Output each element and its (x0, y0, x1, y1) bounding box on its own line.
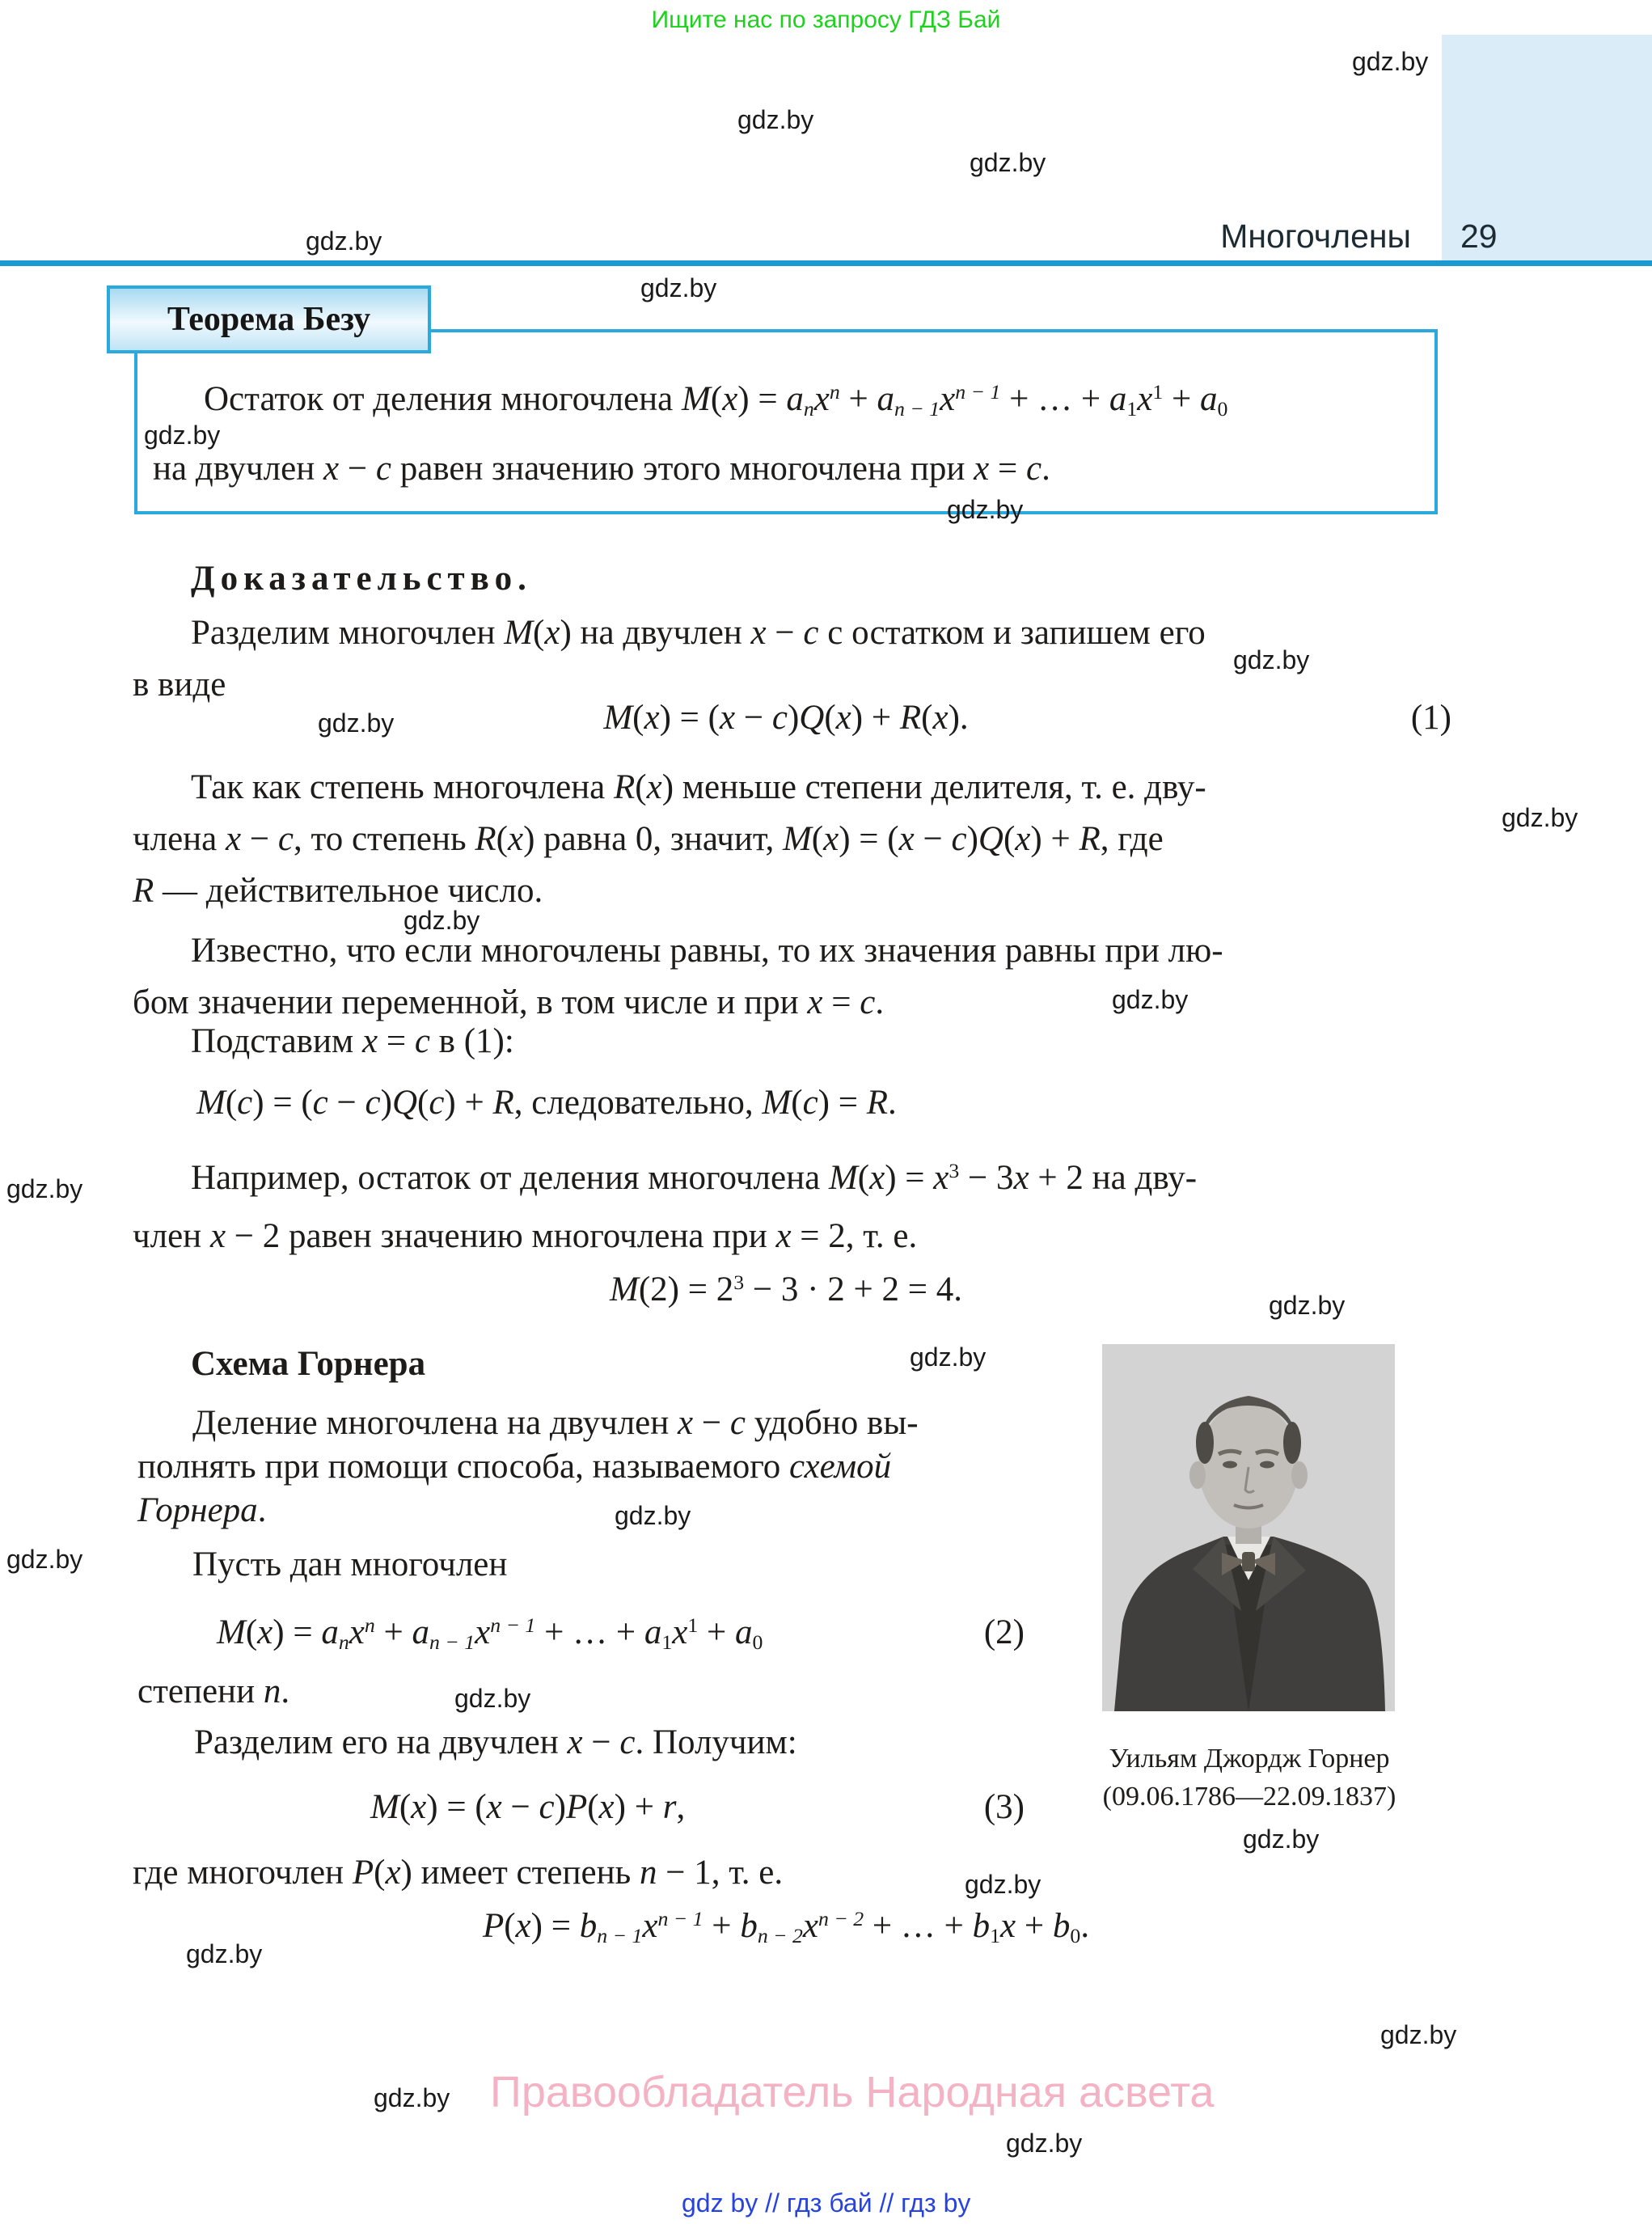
paragraph-line: Так как степень многочлена R(x) меньше степени делителя, т. е. дву- (191, 768, 1206, 806)
equation: M(x) = (x − c)P(x) + r, (370, 1788, 686, 1826)
section-title: Многочлены (1220, 218, 1411, 255)
proof-heading: Доказательство. (191, 560, 532, 598)
equation: $M(2) = 2^3 - 3 \cdot 2 + 2 = 4$. (610, 1271, 962, 1309)
paragraph-line: степени n. (137, 1672, 290, 1710)
paragraph-line: где многочлен P(x) имеет степень n − 1, т. е. (133, 1854, 784, 1892)
gdz-watermark: gdz.by (318, 708, 395, 738)
gdz-watermark: gdz.by (615, 1501, 691, 1530)
photo-caption-dates: (09.06.1786—22.09.1837) (1102, 1782, 1396, 1812)
paragraph-line: Разделим его на двучлен x − c. Получим: (194, 1723, 797, 1761)
equation: P(x) = bn − $1x^{n - 1}$ + bn − $2x^{n - 2}$ + … + b1x + b0. (482, 1907, 1090, 1947)
footer-links[interactable]: gdz by // гдз бай // гдз by (682, 2188, 971, 2218)
gdz-watermark: gdz.by (306, 226, 382, 256)
gdz-watermark: gdz.by (1269, 1291, 1346, 1320)
gdz-watermark: gdz.by (1112, 985, 1189, 1014)
paragraph-line: Например, остаток от деления многочлена $M(x) = x^3 - 3x + 2$ на дву- (191, 1159, 1198, 1198)
gdz-watermark: gdz.by (640, 273, 717, 302)
equation: M(x) = (x − c)Q(x) + R(x). (603, 699, 969, 737)
gdz-watermark: gdz.by (1233, 645, 1310, 674)
gdz-watermark: gdz.by (1380, 2020, 1457, 2049)
gdz-watermark: gdz.by (970, 148, 1046, 177)
paragraph-line: Известно, что если многочлены равны, то их значения равны при лю- (191, 932, 1223, 970)
equation-number: (1) (1410, 699, 1451, 737)
section-heading: Схема Горнера (191, 1345, 426, 1383)
paragraph-line: Горнера. (137, 1491, 267, 1529)
paragraph-line: Пусть дан многочлен (192, 1545, 508, 1583)
gdz-watermark: gdz.by (186, 1939, 263, 1968)
equation: M(c) = (c − c)Q(c) + R, следовательно, M(c) = R. (196, 1084, 897, 1122)
gdz-watermark: gdz.by (947, 495, 1024, 524)
paragraph-line: член x − 2 равен значению многочлена при x = 2, т. е. (133, 1217, 918, 1255)
equation: M(x) = anx$^n$ + an − $1x^{n - 1}$ + … + $a1x^1 + a0$ (217, 1613, 763, 1654)
photo-caption-name: Уильям Джордж Горнер (1109, 1744, 1390, 1774)
gdz-watermark: gdz.by (144, 421, 221, 450)
paragraph-line: Деление многочлена на двучлен x − c удобно вы- (192, 1404, 919, 1442)
gdz-watermark: gdz.by (403, 906, 480, 935)
gdz-watermark: gdz.by (1352, 47, 1429, 76)
paragraph-line: R — действительное число. (133, 872, 543, 910)
paragraph-line: бом значении переменной, в том числе и при x = c. (133, 983, 885, 1021)
paragraph-line: Подставим x = c в (1): (191, 1022, 514, 1060)
gdz-watermark: gdz.by (6, 1545, 83, 1574)
gdz-watermark: gdz.by (374, 2083, 450, 2112)
paragraph-line: Разделим многочлен M(x) на двучлен x − c с остатком и запишем его (191, 614, 1206, 652)
page-number: 29 (1460, 218, 1498, 255)
top-banner: Ищите нас по запросу ГДЗ Бай (651, 6, 1001, 33)
theorem-label: Теорема Безу (107, 285, 431, 353)
paragraph-line: члена x − c, то степень R(x) равна 0, значит, M(x) = (x − c)Q(x) + R, где (133, 820, 1164, 858)
paragraph-line: полнять при помощи способа, называемого схемой (137, 1448, 892, 1486)
gdz-watermark: gdz.by (1006, 2129, 1083, 2158)
header-rule (0, 260, 1652, 266)
theorem-line: на двучлен x − c равен значению этого многочлена при x = c. (153, 450, 1050, 488)
gdz-watermark: gdz.by (6, 1174, 83, 1203)
theorem-line: Остаток от деления многочлена M(x) = anx$^n$ + an − $1x^{n - 1}$ + … + $a1x^1 + a0$ (204, 380, 1228, 421)
gdz-watermark: gdz.by (1243, 1824, 1320, 1854)
equation-number: (2) (983, 1613, 1025, 1651)
paragraph-line: в виде (133, 666, 226, 704)
gdz-watermark: gdz.by (454, 1684, 531, 1713)
gdz-watermark: gdz.by (910, 1342, 987, 1372)
horner-photo (1102, 1344, 1395, 1711)
footer-copyright: Правообладатель Народная асвета (490, 2068, 1215, 2116)
gdz-watermark: gdz.by (1502, 803, 1578, 832)
gdz-watermark: gdz.by (737, 105, 814, 134)
gdz-watermark: gdz.by (965, 1870, 1041, 1899)
equation-number: (3) (983, 1788, 1025, 1826)
